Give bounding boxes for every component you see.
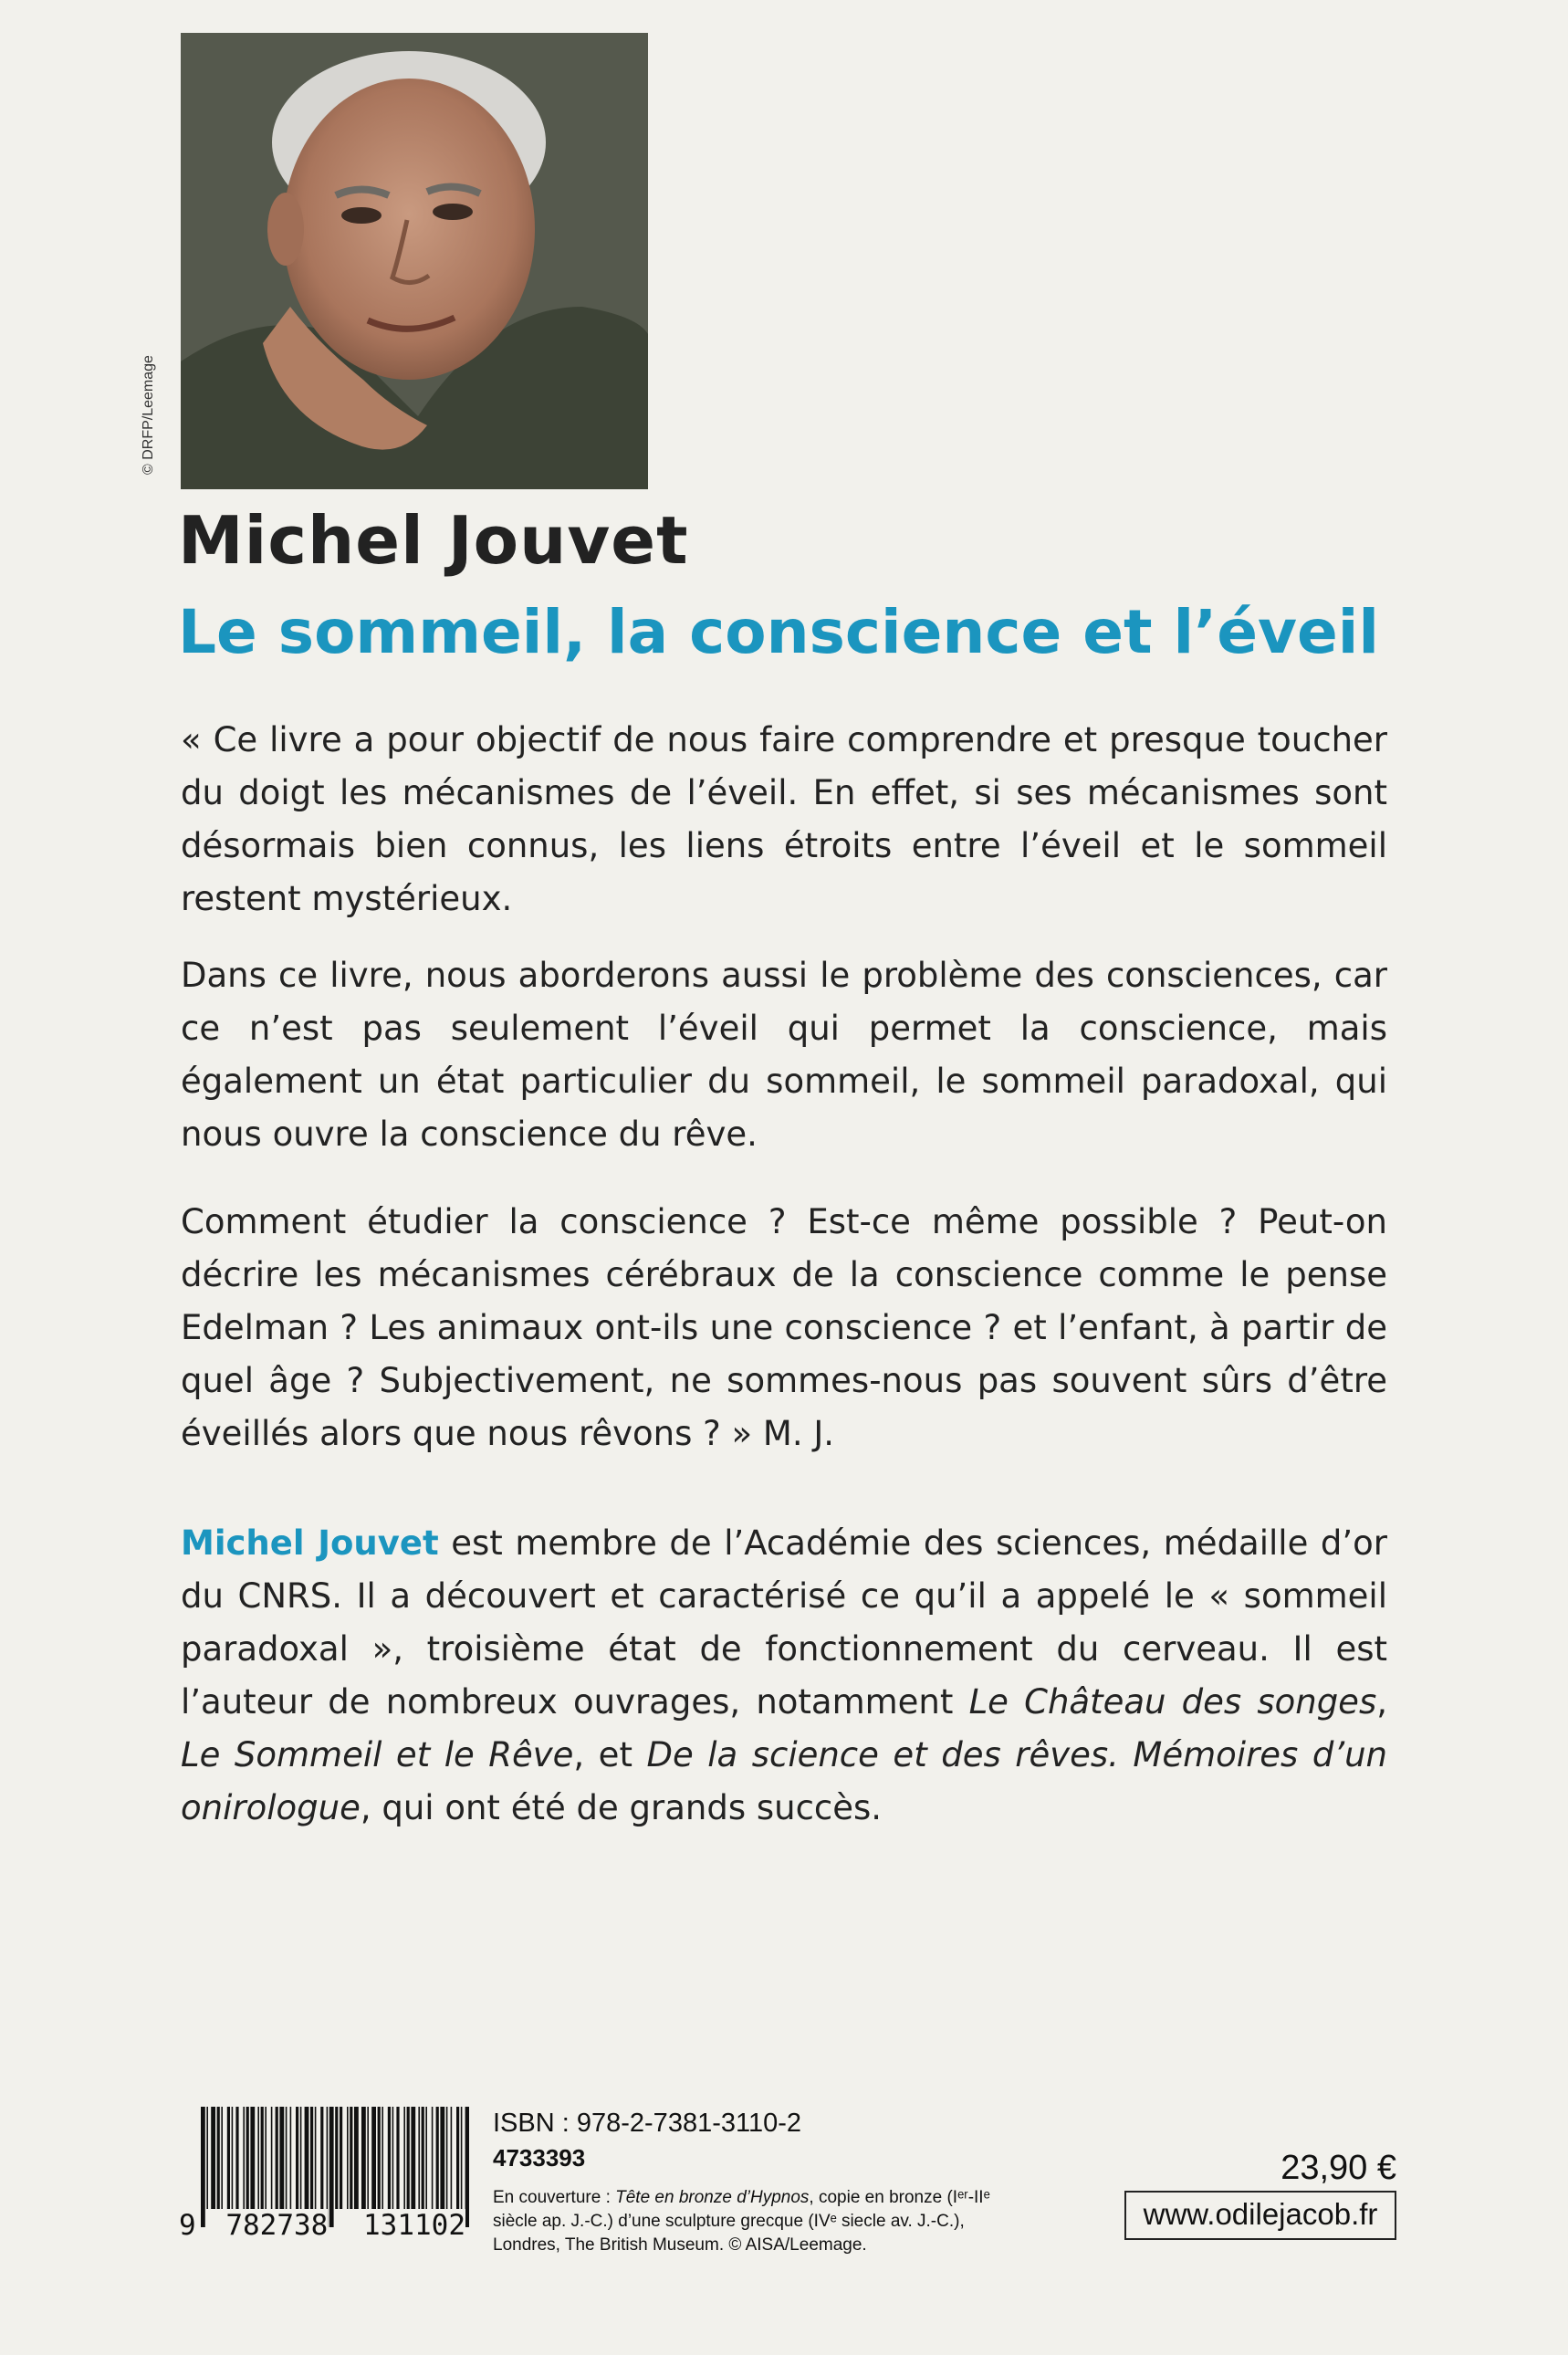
barcode-bar: [335, 2107, 338, 2209]
barcode-bar: [411, 2107, 415, 2209]
barcode-bar: [371, 2107, 376, 2209]
barcode-bar: [378, 2107, 381, 2209]
blurb-paragraph-2: Dans ce livre, nous aborderons aussi le problème des consciences, car ce n’est pas seulement l’éveil qui permet la conscience, mais également un état particulier du sommeil, le sommeil paradoxal, qui nous ouvre la conscience du rêve.: [181, 956, 1387, 1154]
barcode-bar: [227, 2107, 230, 2209]
price: 23,90 €: [1281, 2149, 1396, 2187]
barcode-bar: [235, 2107, 238, 2209]
barcode-bar: [320, 2107, 323, 2209]
barcode-bar: [446, 2107, 448, 2209]
book-title: Le sommeil, la conscience et l’éveil: [178, 597, 1380, 667]
barcode-bar: [456, 2107, 459, 2209]
website-link[interactable]: www.odilejacob.fr: [1124, 2191, 1396, 2240]
barcode-digits: [179, 2209, 465, 2242]
blurb-paragraph-1: « Ce livre a pour objectif de nous faire comprendre et presque toucher du doigt les mécanismes de l’éveil. En effet, si ses mécanismes sont désormais bien connus, les liens étroits entre l’éveil et le sommeil restent mystérieux.: [181, 720, 1387, 918]
barcode-digits-right: 131102: [363, 2209, 465, 2242]
cover-credits: [493, 2186, 1004, 2257]
bio-text-1: est membre de l’Académie des sciences, médaille d’or du CNRS. Il a découvert et caractérisé ce qu’il a appelé le « sommeil paradoxal », troisième état de fonctionnement du cerveau. Il est l’auteur de nombreux ouvrages, notamment: [181, 1523, 1387, 1722]
bio-author-name: Michel Jouvet: [181, 1523, 439, 1563]
barcode-bar: [392, 2107, 394, 2209]
barcode-digits-left: 782738: [225, 2209, 329, 2242]
bio-book-3: De la science et des rêves. Mémoires d’un onirologue: [181, 1735, 1387, 1827]
isbn-number: ISBN : 978-2-7381-3110-2: [493, 2109, 802, 2138]
author-portrait-illustration: [181, 33, 648, 489]
author-photo: [181, 33, 648, 489]
barcode-bar: [465, 2107, 469, 2227]
barcode-bar: [271, 2107, 273, 2209]
cover-credits-rest: , copie en bronze (Iᵉʳ-IIᵉ siècle ap. J.-C.) d’une sculpture grecque (IVᵉ siecle av. J.-C.), Londres, The British Museum. © AISA/Leemage.: [493, 2188, 990, 2255]
barcode-bar: [396, 2107, 399, 2209]
barcode-bar: [350, 2107, 352, 2209]
author-name: Michel Jouvet: [178, 502, 689, 579]
blurb-paragraph-3: Comment étudier la conscience ? Est-ce même possible ? Peut-on décrire les mécanismes cérébraux de la conscience comme le pense Edelman ? Les animaux ont-ils une conscience ? et l’enfant, à partir de quel âge ? Subjectivement, ne sommes-nous pas souvent sûrs d’être éveillés alors que nous rêvons ? » M. J.: [181, 1202, 1387, 1453]
barcode-bar: [290, 2107, 292, 2209]
barcode-bar: [367, 2107, 369, 2209]
barcode-bar: [250, 2107, 255, 2209]
barcode-bar: [217, 2107, 220, 2209]
barcode-bar: [310, 2107, 313, 2209]
barcode-bar: [246, 2107, 249, 2209]
barcode-bar: [279, 2107, 284, 2209]
barcode-bar: [305, 2107, 309, 2209]
barcode-bar: [340, 2107, 342, 2209]
barcode-bar: [422, 2107, 424, 2209]
barcode-bar: [221, 2107, 223, 2209]
barcode-bar: [418, 2107, 420, 2209]
product-code: 4733393: [493, 2144, 586, 2172]
barcode-bar: [440, 2107, 444, 2209]
bio-text-2: , qui ont été de grands succès.: [360, 1788, 883, 1827]
barcode-bar: [257, 2107, 259, 2209]
barcode-bar: [436, 2107, 439, 2209]
cover-credits-prefix: En couverture :: [493, 2188, 616, 2207]
barcode-bar: [232, 2107, 234, 2209]
barcode-bar: [388, 2107, 391, 2209]
barcode-bar: [347, 2107, 349, 2209]
author-bio: [181, 1517, 1387, 1835]
barcode-bar: [361, 2107, 366, 2209]
barcode-bar: [315, 2107, 317, 2209]
cover-credits-title: Tête en bronze d’Hypnos: [615, 2188, 810, 2207]
barcode-bar: [451, 2107, 453, 2209]
bio-book-2: Le Sommeil et le Rêve: [181, 1735, 574, 1774]
barcode-bar: [382, 2107, 383, 2209]
barcode-digit-first: 9: [179, 2209, 196, 2242]
isbn-block: [493, 2106, 1040, 2257]
barcode-bar: [432, 2107, 434, 2209]
barcode-bar: [296, 2107, 298, 2209]
barcode-bar: [206, 2107, 208, 2209]
barcode-bar: [354, 2107, 359, 2209]
bio-separator-1: ,: [1376, 1682, 1387, 1722]
bio-separator-2: , et: [573, 1735, 647, 1774]
barcode-bar: [243, 2107, 245, 2209]
barcode-bar: [403, 2107, 405, 2209]
barcode-bar: [286, 2107, 287, 2209]
photo-credit: © DRFP/Leemage: [141, 355, 156, 475]
barcode-bar: [425, 2107, 427, 2209]
bio-book-1: Le Château des songes: [968, 1682, 1377, 1722]
barcode-bar: [265, 2107, 267, 2209]
barcode-bar: [407, 2107, 410, 2209]
barcode-bar: [211, 2107, 215, 2209]
barcode-bar: [300, 2107, 302, 2209]
barcode-bar: [261, 2107, 264, 2209]
barcode-bar: [276, 2107, 278, 2209]
